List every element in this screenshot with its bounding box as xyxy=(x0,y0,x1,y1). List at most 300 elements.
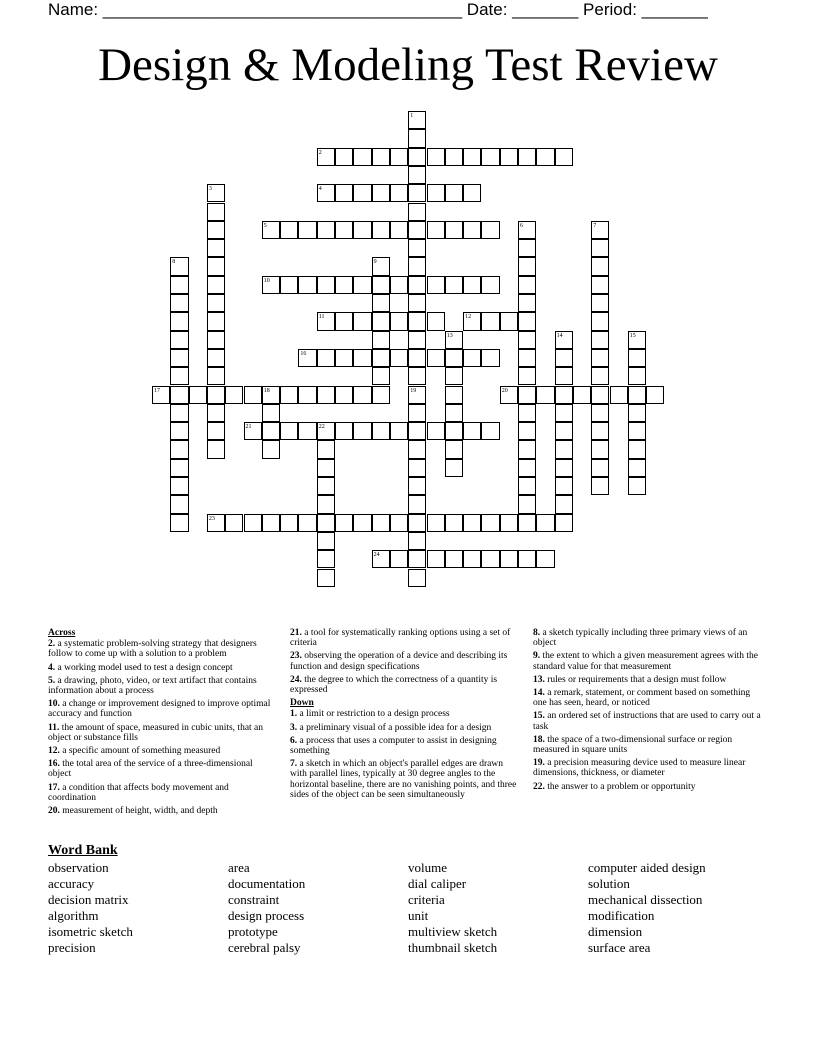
crossword-cell[interactable] xyxy=(353,349,371,367)
crossword-cell[interactable] xyxy=(170,514,188,532)
crossword-cell[interactable] xyxy=(170,312,188,330)
crossword-cell[interactable] xyxy=(555,495,573,513)
clue-number-label: 7 xyxy=(593,222,597,229)
crossword-cell[interactable] xyxy=(646,386,664,404)
crossword-cell[interactable] xyxy=(170,386,188,404)
clue-item xyxy=(48,723,273,743)
crossword-cell[interactable] xyxy=(207,276,225,294)
crossword-cell[interactable] xyxy=(207,422,225,440)
down-clue-list xyxy=(533,628,763,792)
clue-text: a precision measuring device used to measure linear dimensions, thickness, or diameter xyxy=(533,758,746,779)
clue-number-label: 20 xyxy=(501,387,508,394)
crossword-cell[interactable] xyxy=(518,422,536,440)
clue-text: a systematic problem-solving strategy that designers follow to come up with a solution to a problem xyxy=(48,639,257,660)
crossword-cell[interactable] xyxy=(518,312,536,330)
clue-text: an ordered set of instructions that are used to carry out a task xyxy=(533,711,761,732)
page-title: Design & Modeling Test Review xyxy=(98,39,718,91)
word-bank-item: solution xyxy=(588,876,630,891)
clue-item xyxy=(290,628,520,648)
word-bank-item: decision matrix xyxy=(48,892,129,907)
crossword-cell[interactable] xyxy=(591,459,609,477)
crossword-cell[interactable] xyxy=(353,184,371,202)
crossword-cell[interactable] xyxy=(555,440,573,458)
crossword-cell[interactable] xyxy=(298,221,316,239)
word-bank-title: Word Bank xyxy=(48,843,118,858)
crossword-cell[interactable] xyxy=(408,148,426,166)
crossword-cell[interactable] xyxy=(189,386,207,404)
crossword-cell[interactable] xyxy=(555,514,573,532)
crossword-cell[interactable] xyxy=(390,550,408,568)
word-bank-item: accuracy xyxy=(48,876,95,891)
crossword-cell[interactable] xyxy=(225,514,243,532)
crossword-cell[interactable] xyxy=(372,294,390,312)
crossword-cell[interactable] xyxy=(591,386,609,404)
crossword-cell[interactable] xyxy=(481,349,499,367)
crossword-cell[interactable] xyxy=(536,148,554,166)
clue-number: 6. xyxy=(290,735,298,746)
clue-number-label: 11 xyxy=(318,314,325,321)
crossword-cell[interactable] xyxy=(445,367,463,385)
crossword-cell[interactable] xyxy=(317,221,335,239)
crossword-cell[interactable] xyxy=(335,312,353,330)
clue-number-label: 1 xyxy=(410,113,414,119)
crossword-cell[interactable] xyxy=(427,184,445,202)
crossword-cell[interactable] xyxy=(408,221,426,239)
crossword-cell[interactable] xyxy=(591,367,609,385)
clue-number: 22. xyxy=(533,781,545,792)
crossword-cell[interactable] xyxy=(555,477,573,495)
crossword-cell[interactable] xyxy=(463,422,481,440)
crossword-cell[interactable] xyxy=(518,239,536,257)
crossword-cell[interactable] xyxy=(427,276,445,294)
crossword-cell[interactable] xyxy=(408,367,426,385)
crossword-cell[interactable] xyxy=(207,440,225,458)
word-bank-item: dial caliper xyxy=(408,876,467,891)
crossword-cell[interactable] xyxy=(408,440,426,458)
clue-text: a drawing, photo, video, or text artifact that contains information about a process xyxy=(48,675,257,697)
clue-number: 20. xyxy=(48,806,60,817)
crossword-cell[interactable] xyxy=(427,422,445,440)
crossword-cell[interactable] xyxy=(335,184,353,202)
crossword-cell[interactable] xyxy=(390,349,408,367)
crossword-cell[interactable] xyxy=(317,349,335,367)
crossword-cell[interactable] xyxy=(536,514,554,532)
crossword-cell[interactable] xyxy=(518,367,536,385)
crossword-cell[interactable] xyxy=(555,349,573,367)
crossword-cell[interactable] xyxy=(591,312,609,330)
crossword-cell[interactable] xyxy=(555,404,573,422)
clue-number: 3. xyxy=(290,722,298,733)
crossword-cell[interactable] xyxy=(207,239,225,257)
crossword-cell[interactable] xyxy=(372,367,390,385)
clue-number: 15. xyxy=(533,711,545,722)
clue-item xyxy=(533,688,763,708)
crossword-cell[interactable] xyxy=(408,129,426,147)
crossword-cell[interactable] xyxy=(555,422,573,440)
crossword-cell[interactable] xyxy=(372,331,390,349)
crossword-cell[interactable] xyxy=(408,569,426,587)
crossword-cell[interactable] xyxy=(317,532,335,550)
crossword-cell[interactable] xyxy=(390,422,408,440)
crossword-cell[interactable] xyxy=(408,166,426,184)
word-bank-column xyxy=(588,860,706,956)
clue-item xyxy=(48,759,273,779)
word-bank-item: prototype xyxy=(228,924,278,939)
clue-number: 1. xyxy=(290,709,298,720)
clue-number-label: 10 xyxy=(263,277,270,284)
crossword-cell[interactable] xyxy=(628,367,646,385)
clue-number-label: 5 xyxy=(263,222,267,229)
crossword-cell[interactable] xyxy=(427,514,445,532)
crossword-cell[interactable] xyxy=(445,459,463,477)
crossword-cell[interactable] xyxy=(481,312,499,330)
crossword-cell[interactable] xyxy=(390,514,408,532)
crossword-cell[interactable] xyxy=(390,221,408,239)
crossword-cell[interactable] xyxy=(390,276,408,294)
clue-text: a sketch typically including three primary views of an object xyxy=(533,628,748,649)
clue-item xyxy=(533,651,763,671)
crossword-cell[interactable] xyxy=(408,349,426,367)
crossword-cell[interactable] xyxy=(518,148,536,166)
word-bank-column xyxy=(228,860,305,956)
crossword-cell[interactable] xyxy=(207,203,225,221)
crossword-cell[interactable] xyxy=(408,422,426,440)
crossword-cell[interactable] xyxy=(445,184,463,202)
clue-number: 21. xyxy=(290,628,302,638)
crossword-cell[interactable] xyxy=(628,477,646,495)
word-bank-item: algorithm xyxy=(48,908,99,923)
crossword-cell[interactable] xyxy=(518,550,536,568)
clue-number: 5. xyxy=(48,675,56,686)
crossword-cell[interactable] xyxy=(463,276,481,294)
crossword-cell[interactable] xyxy=(591,331,609,349)
word-bank-item: volume xyxy=(408,860,447,875)
crossword-cell[interactable] xyxy=(170,495,188,513)
crossword-cell[interactable] xyxy=(427,221,445,239)
crossword-cell[interactable] xyxy=(262,440,280,458)
crossword-cell[interactable] xyxy=(335,148,353,166)
crossword-cell[interactable] xyxy=(244,386,262,404)
crossword-cell[interactable] xyxy=(170,477,188,495)
clue-item xyxy=(48,783,273,803)
crossword-cell[interactable] xyxy=(244,514,262,532)
crossword-cell[interactable] xyxy=(317,459,335,477)
crossword-cell[interactable] xyxy=(481,148,499,166)
crossword-cell[interactable] xyxy=(518,349,536,367)
crossword-cell[interactable] xyxy=(207,404,225,422)
crossword-cell[interactable] xyxy=(408,276,426,294)
crossword-cell[interactable] xyxy=(317,386,335,404)
crossword-cell[interactable] xyxy=(280,276,298,294)
clue-number: 16. xyxy=(48,759,60,770)
crossword-cell[interactable] xyxy=(280,221,298,239)
crossword-cell[interactable] xyxy=(463,184,481,202)
crossword-cell[interactable] xyxy=(335,422,353,440)
clue-number: 12. xyxy=(48,746,60,757)
crossword-cell[interactable] xyxy=(170,294,188,312)
clue-text: the total area of the service of a three-dimensional object xyxy=(48,759,253,780)
crossword-cell[interactable] xyxy=(463,148,481,166)
crossword-cell[interactable] xyxy=(591,294,609,312)
crossword-cell[interactable] xyxy=(591,349,609,367)
crossword-cell[interactable] xyxy=(445,514,463,532)
clue-item xyxy=(290,651,520,671)
crossword-cell[interactable] xyxy=(591,422,609,440)
crossword-cell[interactable] xyxy=(335,276,353,294)
crossword-cell[interactable] xyxy=(445,148,463,166)
crossword-cell[interactable] xyxy=(628,422,646,440)
clue-item xyxy=(48,806,273,816)
word-bank-item: dimension xyxy=(588,924,643,939)
clue-number: 4. xyxy=(48,662,56,673)
clues-column-1 xyxy=(48,628,273,819)
clue-item xyxy=(48,746,273,756)
word-bank-item: area xyxy=(228,860,250,875)
crossword-cell[interactable] xyxy=(445,349,463,367)
crossword-cell[interactable] xyxy=(372,184,390,202)
crossword-cell[interactable] xyxy=(225,386,243,404)
clue-number-label: 6 xyxy=(520,222,523,229)
clue-text: a condition that affects body movement and coordination xyxy=(48,782,229,803)
crossword-cell[interactable] xyxy=(408,331,426,349)
clue-number-label: 2 xyxy=(318,149,322,156)
crossword-cell[interactable] xyxy=(372,221,390,239)
crossword-cell[interactable] xyxy=(207,331,225,349)
crossword-cell[interactable] xyxy=(298,514,316,532)
crossword-cell[interactable] xyxy=(445,221,463,239)
clue-number: 7. xyxy=(290,759,298,770)
crossword-cell[interactable] xyxy=(262,422,280,440)
crossword-cell[interactable] xyxy=(170,276,188,294)
crossword-cell[interactable] xyxy=(518,440,536,458)
crossword-cell[interactable] xyxy=(518,276,536,294)
crossword-cell[interactable] xyxy=(628,349,646,367)
clue-text: a process that uses a computer to assist in designing something xyxy=(290,735,497,757)
crossword-cell[interactable] xyxy=(372,386,390,404)
clue-number-label: 15 xyxy=(629,332,636,339)
crossword-cell[interactable] xyxy=(610,386,628,404)
crossword-cell[interactable] xyxy=(445,386,463,404)
crossword-cell[interactable] xyxy=(408,294,426,312)
crossword-cell[interactable] xyxy=(335,386,353,404)
crossword-cell[interactable] xyxy=(591,257,609,275)
crossword-cell[interactable] xyxy=(408,550,426,568)
crossword-cell[interactable] xyxy=(445,276,463,294)
crossword-cell[interactable] xyxy=(445,422,463,440)
crossword-cell[interactable] xyxy=(591,440,609,458)
crossword-cell[interactable] xyxy=(317,550,335,568)
crossword-cell[interactable] xyxy=(591,239,609,257)
crossword-cell[interactable] xyxy=(445,440,463,458)
crossword-cell[interactable] xyxy=(481,276,499,294)
crossword-cell[interactable] xyxy=(207,349,225,367)
crossword-cell[interactable] xyxy=(445,550,463,568)
crossword-cell[interactable] xyxy=(463,349,481,367)
crossword-cell[interactable] xyxy=(262,514,280,532)
crossword-cell[interactable] xyxy=(591,477,609,495)
crossword-cell[interactable] xyxy=(335,349,353,367)
crossword-cell[interactable] xyxy=(481,221,499,239)
crossword-cell[interactable] xyxy=(481,422,499,440)
crossword-cell[interactable] xyxy=(353,221,371,239)
crossword-cell[interactable] xyxy=(591,276,609,294)
crossword-cell[interactable] xyxy=(207,386,225,404)
crossword-cell[interactable] xyxy=(372,422,390,440)
clue-number: 8. xyxy=(533,628,541,638)
crossword-cell[interactable] xyxy=(353,514,371,532)
student-info-line: Name: ______________________________________ Date: _______ Period: _______ xyxy=(48,0,708,19)
crossword-cell[interactable] xyxy=(390,148,408,166)
crossword-cell[interactable] xyxy=(280,514,298,532)
crossword-cell[interactable] xyxy=(408,184,426,202)
crossword-cell[interactable] xyxy=(207,294,225,312)
crossword-cell[interactable] xyxy=(536,550,554,568)
crossword-cell[interactable] xyxy=(207,312,225,330)
crossword-cell[interactable] xyxy=(317,276,335,294)
clue-item xyxy=(533,758,763,778)
crossword-cell[interactable] xyxy=(628,386,646,404)
crossword-cell[interactable] xyxy=(170,404,188,422)
crossword-cell[interactable] xyxy=(427,349,445,367)
crossword-cell[interactable] xyxy=(207,367,225,385)
across-clue-list xyxy=(48,639,273,816)
crossword-cell[interactable] xyxy=(445,404,463,422)
crossword-cell[interactable] xyxy=(353,386,371,404)
crossword-cell[interactable] xyxy=(408,495,426,513)
crossword-cell[interactable] xyxy=(408,404,426,422)
clue-number: 13. xyxy=(533,674,545,685)
crossword-cell[interactable] xyxy=(298,276,316,294)
word-bank-item: criteria xyxy=(408,892,445,907)
crossword-cell[interactable] xyxy=(427,148,445,166)
crossword-cell[interactable] xyxy=(518,495,536,513)
crossword-cell[interactable] xyxy=(335,221,353,239)
word-bank-item: modification xyxy=(588,908,655,923)
crossword-cell[interactable] xyxy=(335,514,353,532)
crossword-cell[interactable] xyxy=(170,459,188,477)
crossword-cell[interactable] xyxy=(170,349,188,367)
crossword-cell[interactable] xyxy=(317,569,335,587)
crossword-cell[interactable] xyxy=(628,440,646,458)
crossword-cell[interactable] xyxy=(372,312,390,330)
crossword-cell[interactable] xyxy=(555,459,573,477)
clue-number: 10. xyxy=(48,699,60,710)
crossword-cell[interactable] xyxy=(518,404,536,422)
clue-item xyxy=(290,709,520,719)
crossword-cell[interactable] xyxy=(408,532,426,550)
clue-number: 17. xyxy=(48,782,60,793)
crossword-cell[interactable] xyxy=(372,514,390,532)
clue-number-label: 17 xyxy=(154,387,160,394)
crossword-cell[interactable] xyxy=(463,221,481,239)
crossword-cell[interactable] xyxy=(408,312,426,330)
clue-text: a sketch in which an object's parallel edges are drawn with parallel lines, typically at 30 degree angles to the horizontal baseline, there are no vanishing points, and three sides of the object can be seen simultaneously xyxy=(290,759,517,800)
crossword-cell[interactable] xyxy=(628,404,646,422)
crossword-cell[interactable] xyxy=(628,459,646,477)
crossword-cell[interactable] xyxy=(518,514,536,532)
crossword-cell[interactable] xyxy=(463,514,481,532)
crossword-cell[interactable] xyxy=(408,257,426,275)
crossword-cell[interactable] xyxy=(500,148,518,166)
crossword-cell[interactable] xyxy=(555,148,573,166)
crossword-cell[interactable] xyxy=(408,477,426,495)
crossword-cell[interactable] xyxy=(518,386,536,404)
crossword-cell[interactable] xyxy=(518,459,536,477)
crossword-cell[interactable] xyxy=(408,203,426,221)
crossword-cell[interactable] xyxy=(372,148,390,166)
crossword-cell[interactable] xyxy=(536,386,554,404)
clue-text: measurement of height, width, and depth xyxy=(59,806,218,817)
crossword-cell[interactable] xyxy=(518,257,536,275)
clue-text: a change or improvement designed to improve optimal accuracy and function xyxy=(48,699,271,720)
clue-text: a remark, statement, or comment based on something one has seen, heard, or noticed xyxy=(533,688,751,709)
crossword-cell[interactable] xyxy=(298,422,316,440)
crossword-cell[interactable] xyxy=(317,495,335,513)
crossword-cell[interactable] xyxy=(170,331,188,349)
crossword-cell[interactable] xyxy=(353,312,371,330)
crossword-cell[interactable] xyxy=(555,367,573,385)
crossword-cell[interactable] xyxy=(262,404,280,422)
crossword-cell[interactable] xyxy=(573,386,591,404)
crossword-cell[interactable] xyxy=(591,404,609,422)
crossword-cell[interactable] xyxy=(463,550,481,568)
clue-item xyxy=(290,759,520,800)
crossword-cell[interactable] xyxy=(280,386,298,404)
clues-column-3 xyxy=(533,628,763,795)
crossword-cell[interactable] xyxy=(207,221,225,239)
crossword-cell[interactable] xyxy=(372,276,390,294)
crossword-cell[interactable] xyxy=(555,386,573,404)
clue-item xyxy=(533,711,763,731)
crossword-cell[interactable] xyxy=(408,459,426,477)
crossword-cell[interactable] xyxy=(317,477,335,495)
crossword-cell[interactable] xyxy=(500,514,518,532)
crossword-cell[interactable] xyxy=(481,550,499,568)
crossword-cell[interactable] xyxy=(500,550,518,568)
clue-number: 11. xyxy=(48,722,60,733)
word-bank-item: mechanical dissection xyxy=(588,892,703,907)
crossword-cell[interactable] xyxy=(518,477,536,495)
crossword-cell[interactable] xyxy=(390,312,408,330)
crossword-cell[interactable] xyxy=(408,239,426,257)
crossword-cell[interactable] xyxy=(500,312,518,330)
crossword-cell[interactable] xyxy=(481,514,499,532)
crossword-cell[interactable] xyxy=(207,257,225,275)
crossword-cell[interactable] xyxy=(170,367,188,385)
crossword-cell[interactable] xyxy=(427,312,445,330)
crossword-cell[interactable] xyxy=(518,331,536,349)
clue-number-label: 14 xyxy=(556,332,563,339)
crossword-cell[interactable] xyxy=(317,514,335,532)
crossword-cell[interactable] xyxy=(518,294,536,312)
word-bank-item: documentation xyxy=(228,876,306,891)
crossword-cell[interactable] xyxy=(280,422,298,440)
crossword-cell[interactable] xyxy=(353,148,371,166)
clue-item xyxy=(533,735,763,755)
crossword-cell[interactable] xyxy=(353,276,371,294)
crossword-cell[interactable] xyxy=(170,422,188,440)
crossword-cell[interactable] xyxy=(317,440,335,458)
crossword-cell[interactable] xyxy=(298,386,316,404)
crossword-cell[interactable] xyxy=(170,440,188,458)
crossword-cell[interactable] xyxy=(372,349,390,367)
crossword-cell[interactable] xyxy=(427,550,445,568)
clue-item xyxy=(290,675,520,695)
word-bank-column xyxy=(408,860,497,956)
crossword-cell[interactable] xyxy=(353,422,371,440)
crossword-cell[interactable] xyxy=(390,184,408,202)
crossword-cell[interactable] xyxy=(408,514,426,532)
